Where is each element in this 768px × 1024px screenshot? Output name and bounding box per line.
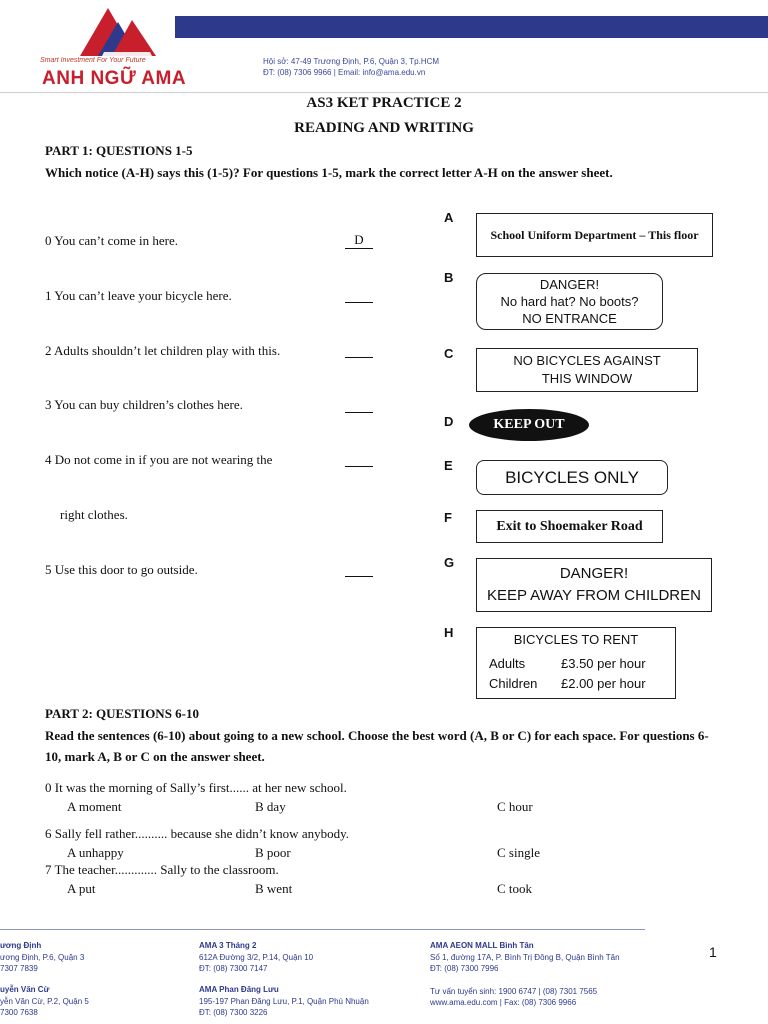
notice-e [476,460,668,495]
notice-b [476,273,663,330]
footer-branch-1-address [0,952,84,974]
footer-branch-3-title: AMA 3 Tháng 2 [199,941,257,950]
ama-logo-icon [60,4,190,60]
notice-c-line2: THIS WINDOW [541,371,633,386]
footer-branch-1-title: ương Định [0,941,42,950]
notice-a [476,213,713,257]
footer-branch-2-title: uyễn Văn Cừ [0,985,50,994]
item-0-option-c[interactable]: C hour [497,799,533,814]
item-7-option-b[interactable]: B went [255,881,293,896]
footer-branch-5-address [430,952,620,974]
footer-divider [0,929,645,930]
header-band [175,16,768,38]
notice-letter-g: G [444,555,455,570]
contact-address: Hội sở: 47-49 Trương Định, P.6, Quận 3, Tp.HCM [263,57,440,66]
footer-contact [430,986,597,1008]
footer-branch-2-line2: 7300 7638 [0,1008,38,1017]
footer-branch-4-address [199,996,369,1018]
footer-branch-3-line1: 612A Đường 3/2, P.14, Quận 10 [199,953,314,962]
footer-branch-2-address [0,996,89,1018]
item-7-option-c[interactable]: C took [497,881,533,896]
question-2: 2 Adults shouldn’t let children play with this. [45,343,281,358]
notice-h-title: BICYCLES TO RENT [513,632,639,647]
notice-g-line1: DANGER! [559,565,629,582]
footer-branch-4-line1: 195-197 Phan Đăng Lưu, P.1, Quận Phú Nhuận [199,997,369,1006]
answer-5[interactable] [345,560,373,577]
answer-0[interactable]: D [345,232,373,249]
question-4: 4 Do not come in if you are not wearing the [45,452,273,467]
notice-letter-d: D [444,414,454,429]
doc-title: AS3 KET PRACTICE 2 [306,95,462,111]
notice-letter-f: F [444,510,452,525]
item-0-question: 0 It was the morning of Sally’s first...... at her new school. [45,780,347,795]
question-3: 3 You can buy children’s clothes here. [45,397,243,412]
footer-branch-1-line1: ương Định, P.6, Quận 3 [0,953,85,962]
brand-slogan: Smart Investment For Your Future [40,57,146,64]
notice-g-line2: KEEP AWAY FROM CHILDREN [487,587,701,604]
footer-branch-2-line1: yễn Văn Cừ, P.2, Quận 5 [0,997,89,1006]
header-divider [0,92,768,93]
footer-branch-1-line2: 7307 7839 [0,964,38,973]
answer-1[interactable] [345,286,373,303]
item-7-option-a[interactable]: A put [67,881,96,896]
footer-website[interactable]: www.ama.edu.com | Fax: (08) 7306 9966 [430,998,577,1007]
notice-g [476,558,712,612]
notice-c [476,348,698,392]
answer-2[interactable] [345,341,373,358]
part2-instruction: Read the sentences (6-10) about going to a new school. Choose the best word (A, B or C) for each space. For questions 6-10, mark A, B or C on the answer sheet. [45,728,709,764]
question-4-cont: right clothes. [60,507,128,522]
footer-branch-5-line1: Số 1, đường 17A, P. Bình Trị Đông B, Quận Bình Tân [430,953,620,962]
notice-d [469,409,589,441]
footer-branch-4-line2: ĐT: (08) 7300 3226 [199,1008,268,1017]
item-6-question: 6 Sally fell rather.......... because she didn’t know anybody. [45,826,349,841]
item-6-option-a[interactable]: A unhappy [67,845,124,860]
footer-branch-4-title: AMA Phan Đăng Lưu [199,985,279,994]
part2-heading: PART 2: QUESTIONS 6-10 [45,706,200,721]
notice-letter-c: C [444,346,454,361]
notice-b-line1: DANGER! [539,277,600,292]
item-6-option-c[interactable]: C single [497,845,540,860]
notice-b-line3: NO ENTRANCE [522,311,617,326]
notice-f [476,510,663,543]
page-number: 1 [709,944,717,960]
notice-letter-b: B [444,270,454,285]
part1-heading: PART 1: QUESTIONS 1-5 [45,143,193,158]
notice-h-children: Children [489,676,538,691]
question-5: 5 Use this door to go outside. [45,562,198,577]
notice-letter-e: E [444,458,453,473]
question-1: 1 You can’t leave your bicycle here. [45,288,232,303]
footer-branch-5-line2: ĐT: (08) 7300 7996 [430,964,499,973]
footer-branch-5-title: AMA AEON MALL Bình Tân [430,941,534,950]
notice-d-text: KEEP OUT [493,417,565,432]
notice-a-text: School Uniform Department – This floor [490,227,699,242]
notice-h [476,627,676,699]
notice-letter-a: A [444,210,454,225]
item-0-option-b[interactable]: B day [255,799,286,814]
footer-branch-3-address [199,952,313,974]
contact-phone-email: ĐT: (08) 7306 9966 | Email: info@ama.edu.vn [263,68,426,77]
notice-letter-h: H [444,625,454,640]
notice-c-line1: NO BICYCLES AGAINST [513,353,661,368]
header-contact [263,56,439,78]
part1-instruction: Which notice (A-H) says this (1-5)? For questions 1-5, mark the correct letter A-H on the answer sheet. [45,165,613,180]
doc-subtitle: READING AND WRITING [294,120,474,136]
question-0: 0 You can’t come in here. [45,233,178,248]
notice-f-text: Exit to Shoemaker Road [496,518,643,534]
footer-branch-3-line2: ĐT: (08) 7300 7147 [199,964,268,973]
item-6-option-b[interactable]: B poor [255,845,291,860]
answer-3[interactable] [345,396,373,413]
notice-h-adults: Adults [489,656,526,671]
notice-h-adults-price: £3.50 per hour [561,656,646,671]
notice-b-line2: No hard hat? No boots? [500,294,639,309]
item-0-option-a[interactable]: A moment [67,799,122,814]
answer-4[interactable] [345,450,373,467]
notice-h-children-price: £2.00 per hour [561,676,646,691]
notice-e-text: BICYCLES ONLY [505,467,639,487]
footer-hotline: Tư vấn tuyển sinh: 1900 6747 | (08) 7301 7565 [430,987,598,996]
item-7-question: 7 The teacher............. Sally to the classroom. [45,862,279,877]
brand-name: ANH NGỮ AMA [42,68,187,89]
